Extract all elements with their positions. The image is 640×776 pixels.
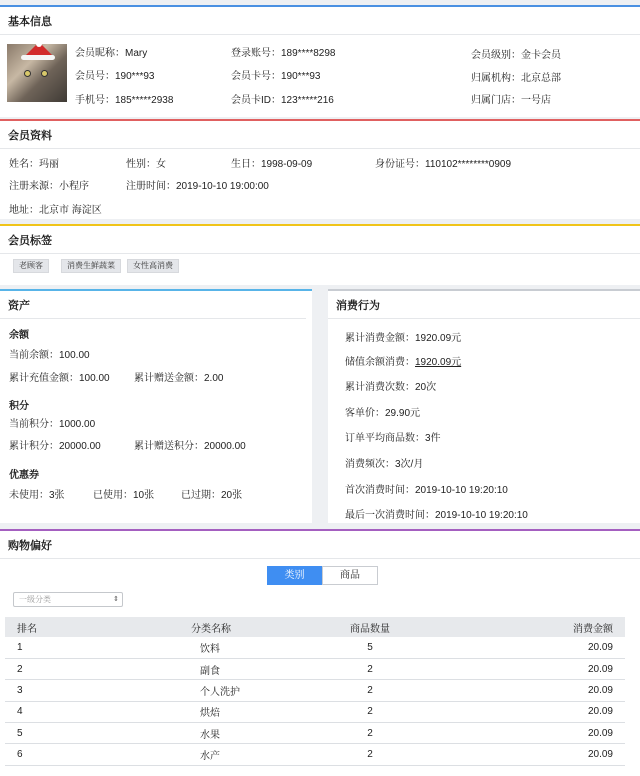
profile-id-card: 身份证号：110102********0909 <box>375 159 512 170</box>
cell-category: 饮料 <box>95 637 325 658</box>
member-store: 归属门店：一号店 <box>471 95 551 106</box>
col-amount: 消费金额 <box>415 617 625 637</box>
cell-category: 个人洗护 <box>95 680 325 701</box>
nickname: 会员昵称：Mary <box>75 48 148 59</box>
col-quantity: 商品数量 <box>325 617 415 637</box>
member-level: 会员级别：金卡会员 <box>471 50 561 61</box>
tag-item: 老顾客 <box>13 259 49 273</box>
col-rank: 排名 <box>5 617 95 637</box>
stored-consume-link[interactable]: 1920.09元 <box>415 357 462 368</box>
preference-title: 购物偏好 <box>0 531 640 559</box>
table-row <box>5 723 625 744</box>
cell-category: 水产 <box>95 744 325 765</box>
total-points: 累计积分：20000.00 <box>9 441 101 452</box>
gift-points: 累计赠送积分：20000.00 <box>134 441 246 452</box>
cell-quantity: 2 <box>325 680 415 701</box>
profile-name: 姓名：玛丽 <box>9 159 59 170</box>
basic-info-title: 基本信息 <box>0 7 640 35</box>
consume-count: 累计消费次数：20次 <box>345 382 437 393</box>
current-balance: 当前余额：100.00 <box>9 350 90 361</box>
profile-source: 注册来源：小程序 <box>9 181 89 192</box>
col-category: 分类名称 <box>95 617 325 637</box>
profile-birthday: 生日：1998-09-09 <box>231 159 313 170</box>
phone: 手机号：185*****2938 <box>75 95 174 106</box>
last-consume-time: 最后一次消费时间：2019-10-10 19:20:10 <box>345 510 528 521</box>
avatar <box>7 44 67 102</box>
cell-category: 水果 <box>95 723 325 744</box>
avg-order-items: 订单平均商品数：3件 <box>345 433 441 444</box>
points-heading: 积分 <box>9 401 29 412</box>
table-row <box>5 701 625 722</box>
cell-rank: 5 <box>5 723 95 744</box>
cell-quantity: 2 <box>325 744 415 765</box>
table-row <box>5 744 625 765</box>
cell-quantity: 2 <box>325 723 415 744</box>
stored-consume-label: 储值余额消费： <box>345 357 415 368</box>
cell-category: 烘焙 <box>95 701 325 722</box>
table-header-row <box>5 617 625 637</box>
cell-rank: 6 <box>5 744 95 765</box>
member-no: 会员号：190***93 <box>75 71 155 82</box>
member-org: 归属机构：北京总部 <box>471 73 561 84</box>
category-select-placeholder: 一级分类 <box>19 595 51 604</box>
coupon-expired: 已过期：20张 <box>181 490 243 501</box>
table-row <box>5 637 625 658</box>
tags-card <box>0 224 640 285</box>
cell-rank: 3 <box>5 680 95 701</box>
cell-category: 副食 <box>95 658 325 679</box>
tab-product[interactable]: 商品 <box>322 566 378 585</box>
consume-frequency: 消费频次：3次/月 <box>345 459 424 470</box>
card-no: 会员卡号：190***93 <box>231 71 321 82</box>
cell-rank: 4 <box>5 701 95 722</box>
cell-quantity: 2 <box>325 701 415 722</box>
cell-amount: 20.09 <box>415 723 625 744</box>
total-recharge: 累计充值金额：100.00 <box>9 373 110 384</box>
cell-amount: 20.09 <box>415 744 625 765</box>
cell-amount: 20.09 <box>415 680 625 701</box>
tag-item: 女性高消费 <box>127 259 179 273</box>
tags-title: 会员标签 <box>0 226 640 254</box>
table-row <box>5 658 625 679</box>
balance-heading: 余额 <box>9 330 29 341</box>
cell-amount: 20.09 <box>415 658 625 679</box>
tag-item: 消费生鲜蔬菜 <box>61 259 121 273</box>
coupon-unused: 未使用：3张 <box>9 490 65 501</box>
preference-table <box>5 617 625 766</box>
cell-amount: 20.09 <box>415 701 625 722</box>
total-consume-amount: 累计消费金额：1920.09元 <box>345 333 462 344</box>
table-row <box>5 680 625 701</box>
cell-amount: 20.09 <box>415 637 625 658</box>
profile-address: 地址：北京市 海淀区 <box>9 205 102 216</box>
coupon-heading: 优惠券 <box>9 470 39 481</box>
profile-title: 会员资料 <box>0 121 640 149</box>
profile-reg-time: 注册时间：2019-10-10 19:00:00 <box>126 181 269 192</box>
cell-rank: 2 <box>5 658 95 679</box>
category-select[interactable] <box>13 592 123 607</box>
tab-category[interactable]: 类别 <box>267 566 322 585</box>
avg-order-price: 客单价：29.90元 <box>345 408 421 419</box>
login-account: 登录账号：189****8298 <box>231 48 336 59</box>
card-id: 会员卡ID：123*****216 <box>231 95 334 106</box>
cell-rank: 1 <box>5 637 95 658</box>
select-arrows-icon: ⇕ <box>113 596 119 603</box>
total-gift: 累计赠送金额：2.00 <box>134 373 224 384</box>
stored-consume <box>345 353 461 368</box>
first-consume-time: 首次消费时间：2019-10-10 19:20:10 <box>345 485 508 496</box>
assets-title: 资产 <box>0 291 306 319</box>
cell-quantity: 2 <box>325 658 415 679</box>
cell-quantity: 5 <box>325 637 415 658</box>
coupon-used: 已使用：10张 <box>93 490 155 501</box>
profile-gender: 性别：女 <box>126 159 166 170</box>
current-points: 当前积分：1000.00 <box>9 419 96 430</box>
consume-title: 消费行为 <box>328 291 640 319</box>
